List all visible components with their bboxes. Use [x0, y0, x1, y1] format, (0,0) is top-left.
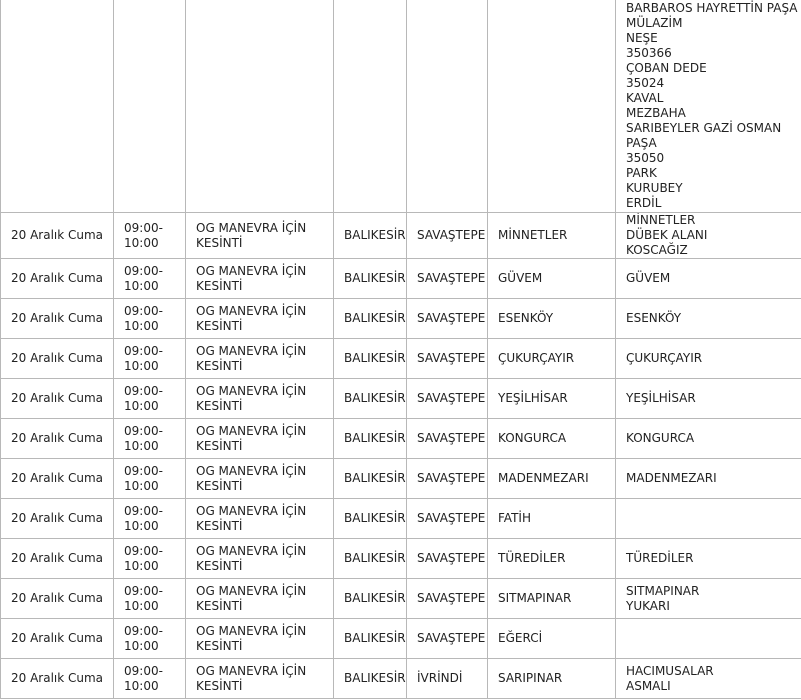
reason-line: KESİNTİ [196, 358, 243, 373]
locations-cell [616, 0, 801, 213]
location-line: MEZBAHA [626, 106, 686, 120]
time-line: 09:00- [124, 503, 163, 518]
table-row [1, 619, 801, 659]
neighborhood-cell: YEŞİLHİSAR [488, 379, 616, 419]
reason-cell [186, 659, 334, 699]
locations-cell [616, 339, 801, 379]
locations-line: MADENMEZARI [626, 471, 717, 485]
location-line: PARK [626, 166, 657, 180]
neighborhood-cell: FATİH [488, 499, 616, 539]
reason-line: OG MANEVRA İÇİN [196, 583, 307, 598]
district-cell: SAVAŞTEPE [407, 459, 488, 499]
district-cell: SAVAŞTEPE [407, 619, 488, 659]
time-line: 10:00 [124, 638, 159, 653]
reason-line: OG MANEVRA İÇİN [196, 663, 307, 678]
reason-cell [186, 0, 334, 213]
location-line: MÜLAZİM [626, 16, 683, 30]
reason-cell [186, 379, 334, 419]
location-line: 35050 [626, 151, 665, 165]
location-line: NEŞE [626, 31, 658, 45]
time-line: 10:00 [124, 598, 159, 613]
time-cell [114, 213, 186, 259]
district-cell: SAVAŞTEPE [407, 539, 488, 579]
locations-cell [616, 499, 801, 539]
time-line: 09:00- [124, 263, 163, 278]
time-cell [114, 339, 186, 379]
location-line: SARIBEYLER GAZİ OSMAN [626, 121, 782, 135]
city-cell: BALIKESİR [334, 339, 407, 379]
reason-line: OG MANEVRA İÇİN [196, 423, 307, 438]
date-cell: 20 Aralık Cuma [1, 659, 114, 699]
city-cell: BALIKESİR [334, 659, 407, 699]
time-line: 10:00 [124, 278, 159, 293]
reason-line: OG MANEVRA İÇİN [196, 343, 307, 358]
time-line: 09:00- [124, 303, 163, 318]
city-cell [334, 0, 407, 213]
neighborhood-cell: EĞERCİ [488, 619, 616, 659]
locations-line: KOSCAĞIZ [626, 243, 688, 257]
location-line: PAŞA [626, 136, 657, 150]
date-cell: 20 Aralık Cuma [1, 619, 114, 659]
table-row [1, 339, 801, 379]
reason-line: KESİNTİ [196, 318, 243, 333]
locations-line: DÜBEK ALANI [626, 228, 708, 242]
reason-line: KESİNTİ [196, 558, 243, 573]
district-cell: SAVAŞTEPE [407, 213, 488, 259]
locations-line: HACIMUSALAR [626, 663, 714, 678]
time-line: 10:00 [124, 235, 159, 250]
table-row [1, 419, 801, 459]
reason-cell [186, 459, 334, 499]
neighborhood-cell: MADENMEZARI [488, 459, 616, 499]
locations-cell [616, 539, 801, 579]
reason-line: OG MANEVRA İÇİN [196, 303, 307, 318]
time-line: 09:00- [124, 663, 163, 678]
time-line: 10:00 [124, 478, 159, 493]
table-row [1, 213, 801, 259]
locations-line: MİNNETLER [626, 213, 696, 227]
locations-cell [616, 299, 801, 339]
neighborhood-cell: ÇUKURÇAYIR [488, 339, 616, 379]
table-row [1, 499, 801, 539]
locations-line: ASMALI [626, 678, 671, 693]
time-line: 09:00- [124, 383, 163, 398]
location-line: KAVAL [626, 91, 664, 105]
district-cell: İVRİNDİ [407, 659, 488, 699]
date-cell: 20 Aralık Cuma [1, 539, 114, 579]
date-cell [1, 0, 114, 213]
district-cell: SAVAŞTEPE [407, 339, 488, 379]
time-cell [114, 619, 186, 659]
locations-cell [616, 619, 801, 659]
date-cell: 20 Aralık Cuma [1, 339, 114, 379]
table-row [1, 459, 801, 499]
reason-line: KESİNTİ [196, 478, 243, 493]
locations-cell [616, 659, 801, 699]
time-line: 09:00- [124, 423, 163, 438]
district-cell [407, 0, 488, 213]
reason-line: OG MANEVRA İÇİN [196, 463, 307, 478]
locations-line: ÇUKURÇAYIR [626, 351, 703, 365]
locations-line: KONGURCA [626, 431, 695, 445]
date-cell: 20 Aralık Cuma [1, 419, 114, 459]
neighborhood-cell: SITMAPINAR [488, 579, 616, 619]
time-line: 09:00- [124, 583, 163, 598]
city-cell: BALIKESİR [334, 619, 407, 659]
city-cell: BALIKESİR [334, 459, 407, 499]
locations-cell [616, 459, 801, 499]
reason-cell [186, 619, 334, 659]
reason-line: OG MANEVRA İÇİN [196, 263, 307, 278]
neighborhood-cell: GÜVEM [488, 259, 616, 299]
table-row [1, 259, 801, 299]
time-cell [114, 299, 186, 339]
reason-line: OG MANEVRA İÇİN [196, 543, 307, 558]
city-cell: BALIKESİR [334, 419, 407, 459]
table-row [1, 0, 801, 213]
date-cell: 20 Aralık Cuma [1, 499, 114, 539]
neighborhood-cell: TÜREDİLER [488, 539, 616, 579]
district-cell: SAVAŞTEPE [407, 579, 488, 619]
time-line: 09:00- [124, 543, 163, 558]
locations-line: GÜVEM [626, 271, 671, 285]
time-cell [114, 259, 186, 299]
neighborhood-cell: MİNNETLER [488, 213, 616, 259]
district-cell: SAVAŞTEPE [407, 379, 488, 419]
date-cell: 20 Aralık Cuma [1, 579, 114, 619]
reason-line: KESİNTİ [196, 398, 243, 413]
neighborhood-cell: SARIPINAR [488, 659, 616, 699]
city-cell: BALIKESİR [334, 539, 407, 579]
district-cell: SAVAŞTEPE [407, 299, 488, 339]
neighborhood-cell: KONGURCA [488, 419, 616, 459]
time-line: 09:00- [124, 623, 163, 638]
table-row [1, 379, 801, 419]
table-body [1, 0, 801, 699]
time-line: 10:00 [124, 438, 159, 453]
time-line: 10:00 [124, 558, 159, 573]
city-cell: BALIKESİR [334, 213, 407, 259]
location-line: 35024 [626, 76, 665, 90]
time-cell [114, 0, 186, 213]
time-line: 09:00- [124, 343, 163, 358]
reason-cell [186, 299, 334, 339]
time-line: 10:00 [124, 518, 159, 533]
city-cell: BALIKESİR [334, 259, 407, 299]
locations-cell [616, 379, 801, 419]
reason-cell [186, 419, 334, 459]
locations-cell [616, 419, 801, 459]
reason-cell [186, 259, 334, 299]
reason-line: OG MANEVRA İÇİN [196, 220, 307, 235]
date-cell: 20 Aralık Cuma [1, 259, 114, 299]
time-cell [114, 459, 186, 499]
time-line: 10:00 [124, 358, 159, 373]
city-cell: BALIKESİR [334, 379, 407, 419]
date-cell: 20 Aralık Cuma [1, 459, 114, 499]
reason-line: KESİNTİ [196, 678, 243, 693]
city-cell: BALIKESİR [334, 499, 407, 539]
reason-line: KESİNTİ [196, 438, 243, 453]
reason-cell [186, 499, 334, 539]
time-cell [114, 499, 186, 539]
reason-line: OG MANEVRA İÇİN [196, 503, 307, 518]
time-cell [114, 539, 186, 579]
city-cell: BALIKESİR [334, 299, 407, 339]
location-line: ERDİL [626, 196, 662, 210]
date-cell: 20 Aralık Cuma [1, 299, 114, 339]
date-cell: 20 Aralık Cuma [1, 379, 114, 419]
locations-cell [616, 213, 801, 259]
table-row [1, 539, 801, 579]
locations-line: YUKARI [626, 598, 670, 613]
reason-line: OG MANEVRA İÇİN [196, 623, 307, 638]
date-cell: 20 Aralık Cuma [1, 213, 114, 259]
district-cell: SAVAŞTEPE [407, 419, 488, 459]
city-cell: BALIKESİR [334, 579, 407, 619]
locations-cell [616, 579, 801, 619]
table-row [1, 299, 801, 339]
reason-line: KESİNTİ [196, 598, 243, 613]
time-cell [114, 579, 186, 619]
reason-cell [186, 339, 334, 379]
locations-cell [616, 259, 801, 299]
reason-line: KESİNTİ [196, 235, 243, 250]
reason-cell [186, 539, 334, 579]
location-line: 350366 [626, 46, 672, 60]
time-line: 09:00- [124, 463, 163, 478]
neighborhood-cell: ESENKÖY [488, 299, 616, 339]
reason-line: KESİNTİ [196, 638, 243, 653]
reason-line: KESİNTİ [196, 278, 243, 293]
locations-line: YEŞİLHİSAR [626, 391, 696, 405]
location-line: KURUBEY [626, 181, 683, 195]
reason-cell [186, 213, 334, 259]
time-line: 10:00 [124, 318, 159, 333]
locations-line: ESENKÖY [626, 311, 682, 325]
time-line: 10:00 [124, 678, 159, 693]
time-line: 10:00 [124, 398, 159, 413]
location-line: BARBAROS HAYRETTİN PAŞA [626, 1, 798, 15]
time-cell [114, 379, 186, 419]
table-row [1, 659, 801, 699]
district-cell: SAVAŞTEPE [407, 499, 488, 539]
time-cell [114, 419, 186, 459]
time-cell [114, 659, 186, 699]
location-line: ÇOBAN DEDE [626, 61, 707, 75]
time-line: 09:00- [124, 220, 163, 235]
district-cell: SAVAŞTEPE [407, 259, 488, 299]
reason-line: OG MANEVRA İÇİN [196, 383, 307, 398]
reason-cell [186, 579, 334, 619]
locations-line: TÜREDİLER [626, 551, 694, 565]
reason-line: KESİNTİ [196, 518, 243, 533]
neighborhood-cell [488, 0, 616, 213]
table-row [1, 579, 801, 619]
locations-line: SITMAPINAR [626, 583, 700, 598]
